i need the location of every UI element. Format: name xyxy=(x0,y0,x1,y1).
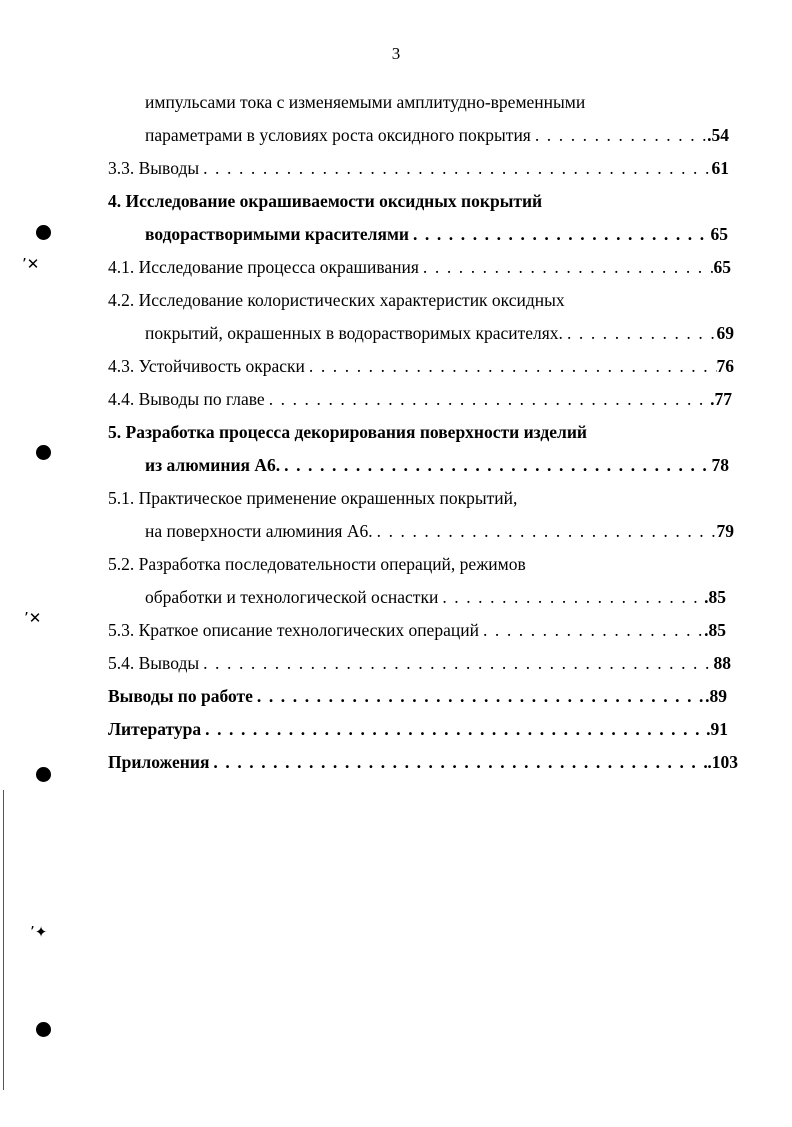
dot-leader xyxy=(199,158,711,179)
toc-entry-title: из алюминия А6. xyxy=(145,455,281,475)
punch-hole-1 xyxy=(36,225,51,240)
toc-entry-title: 4.2. Исследование колористических характеристик оксидных xyxy=(108,290,565,310)
toc-entry xyxy=(145,587,726,613)
toc-entry-page: .77 xyxy=(710,389,732,409)
toc-entry xyxy=(108,752,738,778)
toc-entry xyxy=(108,488,668,514)
binder-mark-icon: ʼ✦ xyxy=(30,923,48,941)
toc-entry xyxy=(145,125,729,151)
scan-edge-line xyxy=(3,790,4,1090)
toc-entry xyxy=(108,620,726,646)
toc-entry-title: 4.3. Устойчивость окраски xyxy=(108,356,305,376)
toc-entry-title: 4. Исследование окрашиваемости оксидных покрытий xyxy=(108,191,543,211)
toc-entry xyxy=(108,653,731,679)
toc-entry-title: 4.1. Исследование процесса окрашивания xyxy=(108,257,419,277)
dot-leader xyxy=(563,323,717,344)
dot-leader xyxy=(201,719,706,740)
toc-entry-page: 79 xyxy=(716,521,734,541)
toc-entry xyxy=(108,389,732,415)
binder-mark-icon: ʼ✕ xyxy=(22,255,40,273)
toc-entry-title: водорастворимыми красителями xyxy=(145,224,409,244)
toc-entry-page: 61 xyxy=(711,158,729,178)
dot-leader xyxy=(305,356,717,377)
toc-entry xyxy=(145,224,728,250)
toc-entry-page: .54 xyxy=(707,125,729,145)
toc-entry xyxy=(108,257,731,283)
toc-entry xyxy=(108,356,734,382)
toc-entry xyxy=(108,158,729,184)
toc-entry-page: 65 xyxy=(713,257,731,277)
toc-entry-page: 65 xyxy=(710,224,728,244)
toc-entry-page: 69 xyxy=(716,323,734,343)
punch-hole-3 xyxy=(36,767,51,782)
punch-hole-2 xyxy=(36,445,51,460)
dot-leader xyxy=(209,752,707,773)
toc-entry xyxy=(145,455,729,481)
toc-entry-title: параметрами в условиях роста оксидного покрытия xyxy=(145,125,531,145)
toc-entry-title: 5.2. Разработка последовательности операций, режимов xyxy=(108,554,526,574)
dot-leader xyxy=(531,125,707,146)
toc-entry-title: Приложения xyxy=(108,752,210,772)
dot-leader xyxy=(409,224,711,245)
toc-entry-title: 3.3. Выводы xyxy=(108,158,200,178)
dot-leader xyxy=(199,653,713,674)
toc-entry xyxy=(108,191,698,217)
dot-leader xyxy=(438,587,704,608)
dot-leader xyxy=(419,257,714,278)
page-number: 3 xyxy=(391,44,401,63)
toc-entry xyxy=(108,290,728,316)
toc-entry-title: 4.4. Выводы по главе xyxy=(108,389,265,409)
toc-entry xyxy=(108,686,727,712)
toc-entry-title: Выводы по работе xyxy=(108,686,253,706)
toc-entry xyxy=(145,323,734,349)
toc-entry-title: обработки и технологической оснастки xyxy=(145,587,439,607)
toc-entry xyxy=(108,554,668,580)
toc-entry xyxy=(145,92,725,118)
toc-entry-title: на поверхности алюминия А6. xyxy=(145,521,373,541)
toc-entry-page: 88 xyxy=(713,653,731,673)
toc-entry-title: 5. Разработка процесса декорирования поверхности изделий xyxy=(108,422,587,442)
toc-entry-title: импульсами тока с изменяемыми амплитудно-временными xyxy=(145,92,586,112)
dot-leader xyxy=(373,521,717,542)
toc-entry-page: .85 xyxy=(704,587,726,607)
toc-entry-page: .103 xyxy=(707,752,738,772)
punch-hole-4 xyxy=(36,1022,51,1037)
dot-leader xyxy=(280,455,711,476)
toc-entry xyxy=(108,422,708,448)
toc-entry-title: 5.3. Краткое описание технологических операций xyxy=(108,620,479,640)
dot-leader xyxy=(253,686,705,707)
toc-entry-title: 5.4. Выводы xyxy=(108,653,200,673)
toc-entry-page: .85 xyxy=(704,620,726,640)
toc-entry-title: Литература xyxy=(108,719,202,739)
toc-entry-title: покрытий, окрашенных в водорастворимых красителях. xyxy=(145,323,563,343)
toc-entry-title: 5.1. Практическое применение окрашенных покрытий, xyxy=(108,488,518,508)
binder-mark-icon: ʼ✕ xyxy=(24,609,42,627)
toc-entry-page: .91 xyxy=(706,719,728,739)
toc-entry-page: .89 xyxy=(705,686,727,706)
dot-leader xyxy=(479,620,704,641)
toc-entry-page: 78 xyxy=(711,455,729,475)
toc-entry xyxy=(145,521,734,547)
toc-entry-page: 76 xyxy=(716,356,734,376)
dot-leader xyxy=(265,389,710,410)
toc-entry xyxy=(108,719,728,745)
